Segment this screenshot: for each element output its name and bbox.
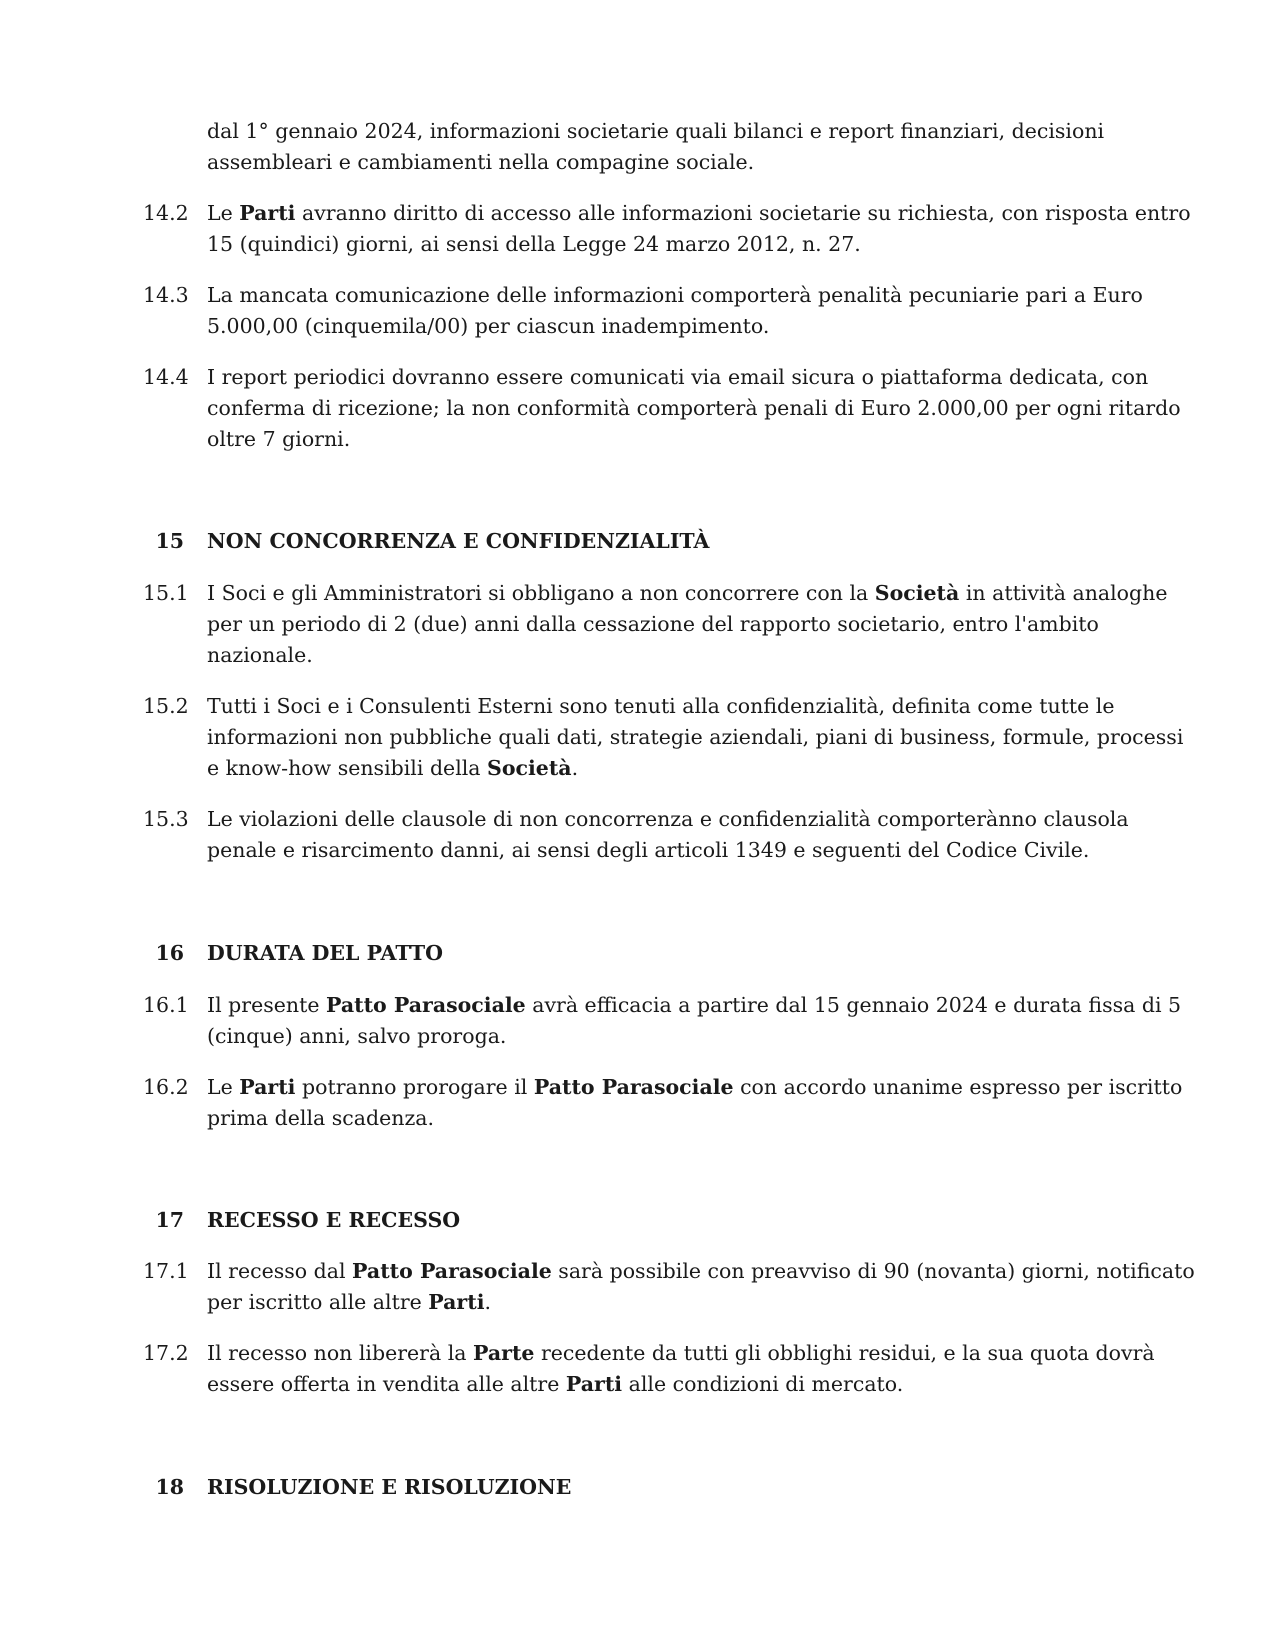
clause-15-2-line-2: informazioni non pubbliche quali dati, strategie aziendali, piani di business, formule, processi xyxy=(207,725,1184,749)
clause-number: 14.3 xyxy=(143,283,189,307)
clause-number: 15.1 xyxy=(143,581,189,605)
defined-term: Patto Parasociale xyxy=(325,993,526,1017)
clause-15-3-line-1: Le violazioni delle clausole di non concorrenza e confidenzialità comporterànno clausola xyxy=(207,807,1129,831)
clause-16-1-line-2: (cinque) anni, salvo proroga. xyxy=(207,1024,507,1048)
clause-number: 14.2 xyxy=(143,201,189,225)
section-heading: NON CONCORRENZA E CONFIDENZIALITÀ xyxy=(207,529,710,553)
clause-15-2-line-3: e know-how sensibili della Società. xyxy=(207,756,579,780)
clause-17-1-line-2: per iscritto alle altre Parti. xyxy=(207,1290,492,1314)
defined-term: Parti xyxy=(239,1075,296,1099)
clause-15-1-line-2: per un periodo di 2 (due) anni dalla cessazione del rapporto societario, entro l'ambito xyxy=(207,612,1099,636)
clause-16-2-line-1: Le Parti potranno prorogare il Patto Parasociale con accordo unanime espresso per iscritto xyxy=(207,1075,1183,1099)
clause-14-1-line-2: assembleari e cambiamenti nella compagine sociale. xyxy=(207,150,755,174)
defined-term: Società xyxy=(487,756,572,780)
defined-term: Parti xyxy=(239,201,296,225)
clause-14-4-line-3: oltre 7 giorni. xyxy=(207,427,351,451)
section-heading: DURATA DEL PATTO xyxy=(207,941,443,965)
clause-14-3-line-1: La mancata comunicazione delle informazioni comporterà penalità pecuniarie pari a Euro xyxy=(207,283,1143,307)
clause-number: 14.4 xyxy=(143,365,189,389)
defined-term: Patto Parasociale xyxy=(352,1259,552,1283)
section-number: 16 xyxy=(155,941,184,965)
clause-number: 17.2 xyxy=(143,1341,189,1365)
defined-term: Parti xyxy=(565,1372,623,1396)
section-heading: RISOLUZIONE E RISOLUZIONE xyxy=(207,1475,572,1499)
defined-term: Parte xyxy=(473,1341,535,1365)
clause-number: 15.2 xyxy=(143,694,189,718)
clause-14-3-line-2: 5.000,00 (cinquemila/00) per ciascun inadempimento. xyxy=(207,314,770,338)
defined-term: Società xyxy=(874,581,960,605)
clause-number: 15.3 xyxy=(143,807,189,831)
section-number: 17 xyxy=(155,1208,184,1232)
section-number: 15 xyxy=(155,529,184,553)
defined-term: Patto Parasociale xyxy=(533,1075,734,1099)
clause-15-2-line-1: Tutti i Soci e i Consulenti Esterni sono tenuti alla confidenzialità, definita come tutte le xyxy=(207,694,1115,718)
defined-term: Parti xyxy=(428,1290,485,1314)
clause-14-4-line-1: I report periodici dovranno essere comunicati via email sicura o piattaforma dedicata, con xyxy=(207,365,1149,389)
section-number: 18 xyxy=(155,1475,184,1499)
clause-17-2-line-2: essere offerta in vendita alle altre Parti alle condizioni di mercato. xyxy=(207,1372,904,1396)
section-heading: RECESSO E RECESSO xyxy=(207,1208,461,1232)
clause-16-1-line-1: Il presente Patto Parasociale avrà efficacia a partire dal 15 gennaio 2024 e durata fissa di 5 xyxy=(207,993,1182,1017)
clause-17-1-line-1: Il recesso dal Patto Parasociale sarà possibile con preavviso di 90 (novanta) giorni, notificato xyxy=(207,1259,1195,1283)
clause-15-1-line-1: I Soci e gli Amministratori si obbligano a non concorrere con la Società in attività analoghe xyxy=(207,581,1168,605)
clause-number: 16.1 xyxy=(143,993,189,1017)
clause-number: 16.2 xyxy=(143,1075,189,1099)
clause-16-2-line-2: prima della scadenza. xyxy=(207,1106,434,1130)
clause-14-2-line-2: 15 (quindici) giorni, ai sensi della Legge 24 marzo 2012, n. 27. xyxy=(207,232,861,256)
clause-14-4-line-2: conferma di ricezione; la non conformità comporterà penali di Euro 2.000,00 per ogni ritardo xyxy=(207,396,1181,420)
clause-15-3-line-2: penale e risarcimento danni, ai sensi degli articoli 1349 e seguenti del Codice Civile. xyxy=(207,838,1090,862)
clause-number: 17.1 xyxy=(143,1259,189,1283)
clause-14-1-line-1: dal 1° gennaio 2024, informazioni societarie quali bilanci e report finanziari, decisioni xyxy=(207,119,1105,143)
clause-14-2-line-1: Le Parti avranno diritto di accesso alle informazioni societarie su richiesta, con risposta entro xyxy=(207,201,1191,225)
clause-15-1-line-3: nazionale. xyxy=(207,643,313,667)
clause-17-2-line-1: Il recesso non libererà la Parte recedente da tutti gli obblighi residui, e la sua quota dovrà xyxy=(207,1341,1155,1365)
